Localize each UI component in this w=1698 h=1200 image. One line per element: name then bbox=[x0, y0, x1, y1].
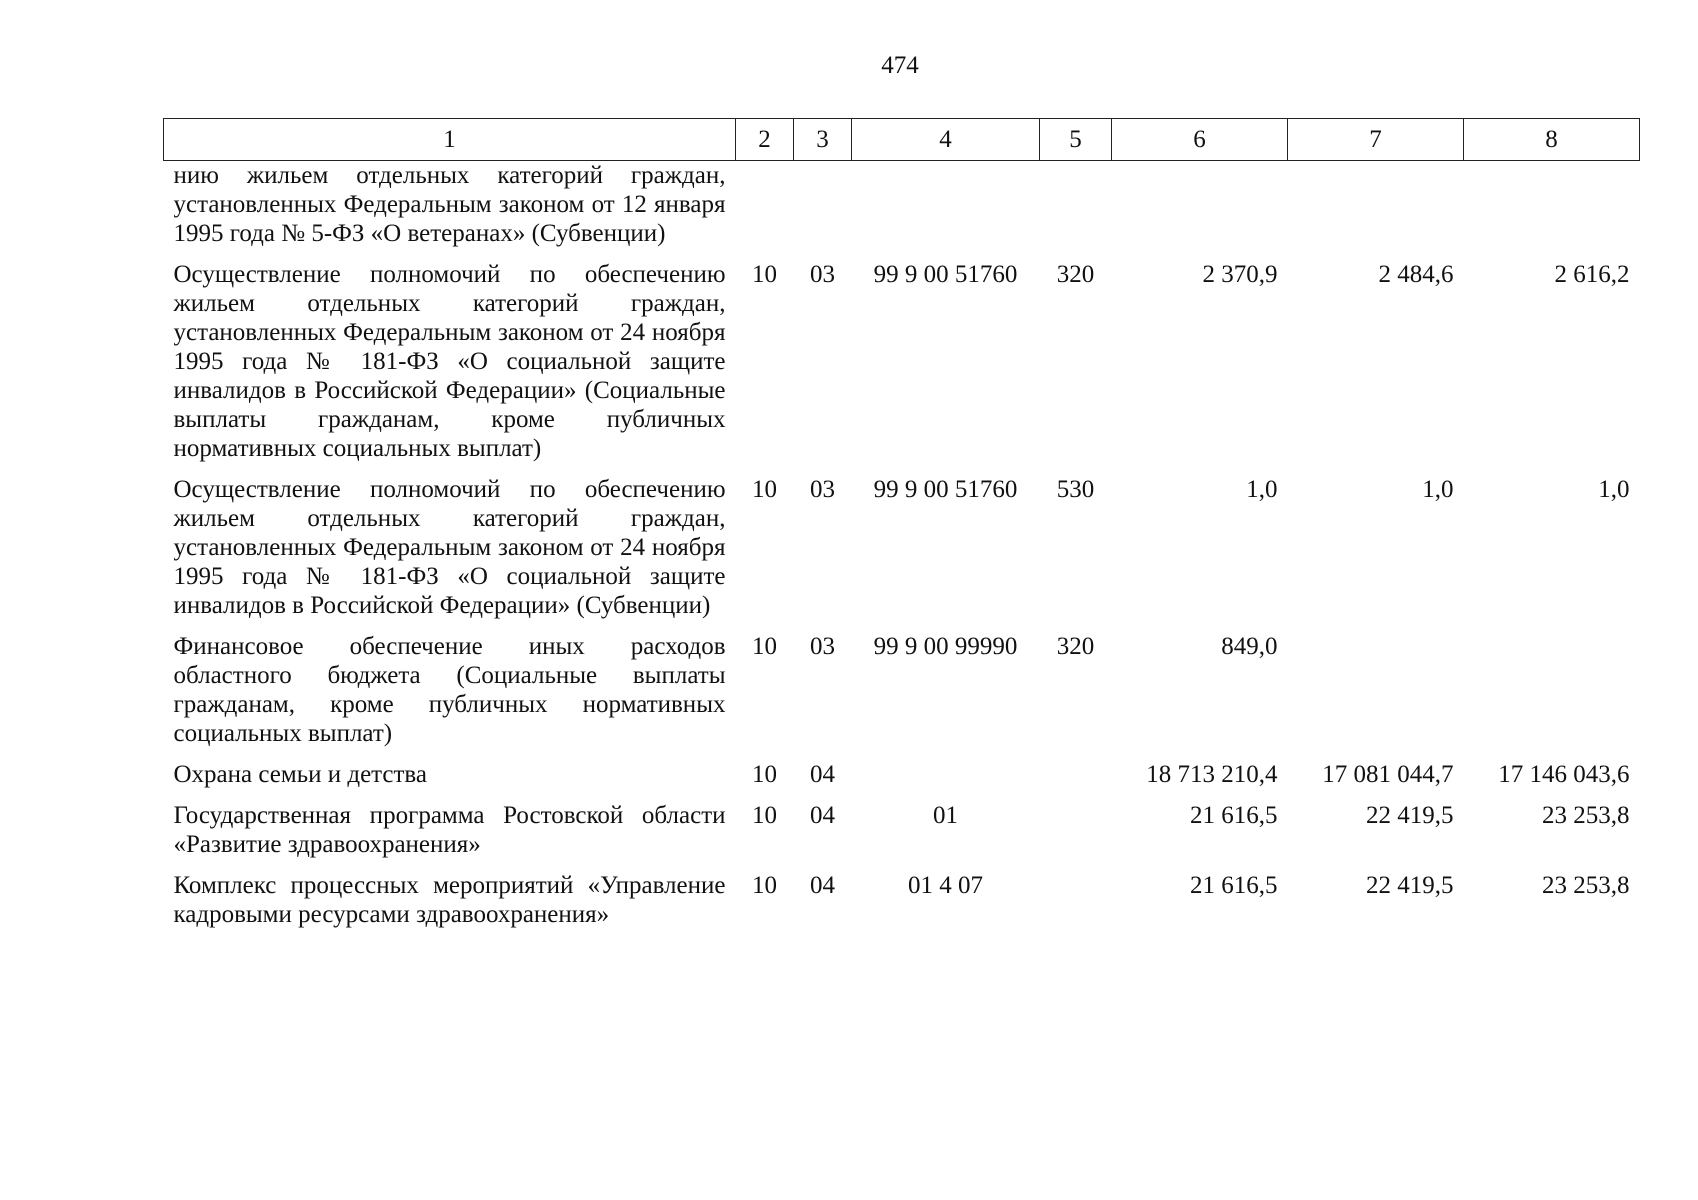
row-amount-7: 22 419,5 bbox=[1366, 872, 1454, 899]
row-subsection: 03 bbox=[810, 476, 835, 503]
column-header: 1 bbox=[164, 119, 736, 161]
table-header bbox=[164, 119, 1640, 161]
row-target-article: 01 4 07 bbox=[908, 872, 983, 899]
row-target-article bbox=[852, 758, 1040, 799]
column-header: 8 bbox=[1464, 119, 1640, 161]
table-row bbox=[164, 473, 1640, 630]
row-section: 10 bbox=[752, 872, 777, 899]
row-section: 10 bbox=[752, 802, 777, 829]
row-subsection: 04 bbox=[810, 761, 835, 788]
row-target-article: 99 9 00 51760 bbox=[873, 261, 1018, 288]
row-amount-8: 23 253,8 bbox=[1542, 872, 1630, 899]
row-expense-type: 320 bbox=[1056, 261, 1095, 288]
row-amount-8 bbox=[1464, 161, 1640, 259]
row-section: 10 bbox=[752, 476, 777, 503]
row-amount-6 bbox=[1112, 161, 1288, 259]
column-header: 3 bbox=[794, 119, 852, 161]
table-row bbox=[164, 799, 1640, 869]
row-section: 10 bbox=[752, 761, 777, 788]
row-amount-6: 849,0 bbox=[1221, 633, 1278, 660]
row-amount-8: 2 616,2 bbox=[1554, 261, 1630, 288]
table-row bbox=[164, 258, 1640, 473]
budget-table bbox=[163, 118, 1640, 939]
row-expense-type bbox=[1040, 161, 1112, 259]
row-expense-type: 320 bbox=[1056, 633, 1095, 660]
row-target-article: 99 9 00 51760 bbox=[873, 476, 1018, 503]
page-number: 474 bbox=[881, 52, 919, 79]
row-amount-7: 22 419,5 bbox=[1366, 802, 1454, 829]
column-header: 2 bbox=[736, 119, 794, 161]
table-body bbox=[164, 161, 1640, 940]
row-subsection bbox=[794, 161, 852, 259]
row-description: Государственная программа Ростовской области «Развитие здравоохранения» bbox=[173, 802, 726, 858]
row-expense-type bbox=[1040, 869, 1112, 939]
row-amount-8 bbox=[1464, 630, 1640, 758]
row-amount-6: 18 713 210,4 bbox=[1146, 761, 1278, 788]
table-row bbox=[164, 869, 1640, 939]
row-section bbox=[736, 161, 794, 259]
row-amount-8: 23 253,8 bbox=[1542, 802, 1630, 829]
row-description: Охрана семьи и детства bbox=[173, 761, 427, 788]
row-amount-8: 1,0 bbox=[1598, 476, 1630, 503]
table-row bbox=[164, 161, 1640, 259]
row-target-article bbox=[852, 161, 1040, 259]
row-subsection: 04 bbox=[810, 802, 835, 829]
row-amount-8: 17 146 043,6 bbox=[1498, 761, 1630, 788]
row-amount-7 bbox=[1288, 630, 1464, 758]
row-expense-type bbox=[1040, 799, 1112, 869]
row-amount-7: 1,0 bbox=[1422, 476, 1454, 503]
row-subsection: 03 bbox=[810, 633, 835, 660]
column-header: 7 bbox=[1288, 119, 1464, 161]
row-amount-6: 21 616,5 bbox=[1190, 872, 1278, 899]
row-amount-6: 21 616,5 bbox=[1190, 802, 1278, 829]
header-row bbox=[164, 119, 1640, 161]
row-expense-type bbox=[1040, 758, 1112, 799]
row-section: 10 bbox=[752, 261, 777, 288]
row-subsection: 04 bbox=[810, 872, 835, 899]
row-description: Комплекс процессных мероприятий «Управление кадровыми ресурсами здравоохранения» bbox=[173, 872, 726, 928]
row-target-article: 99 9 00 99990 bbox=[873, 633, 1018, 660]
row-target-article: 01 bbox=[933, 802, 958, 829]
column-header: 5 bbox=[1040, 119, 1112, 161]
column-header: 6 bbox=[1112, 119, 1288, 161]
column-header: 4 bbox=[852, 119, 1040, 161]
row-description: Финансовое обеспечение иных расходов областного бюджета (Социальные выплаты гражданам, кроме публичных нормативных социальных выплат) bbox=[173, 633, 726, 747]
row-section: 10 bbox=[752, 633, 777, 660]
row-description: Осуществление полномочий по обеспечению жильем отдельных категорий граждан, установленных Федеральным законом от 24 ноября 1995 года № 181-ФЗ «О социальной защите инвалидов в Российской Федерации» (Субвенции) bbox=[173, 476, 726, 619]
row-description: Осуществление полномочий по обеспечению жильем отдельных категорий граждан, установленных Федеральным законом от 24 ноября 1995 года № 181-ФЗ «О социальной защите инвалидов в Российской Федерации» (Социальные выплаты гражданам, кроме публичных нормативных социальных выплат) bbox=[173, 261, 726, 462]
row-subsection: 03 bbox=[810, 261, 835, 288]
row-amount-6: 1,0 bbox=[1246, 476, 1278, 503]
row-amount-7 bbox=[1288, 161, 1464, 259]
row-amount-6: 2 370,9 bbox=[1202, 261, 1278, 288]
row-expense-type: 530 bbox=[1056, 476, 1095, 503]
row-amount-7: 17 081 044,7 bbox=[1322, 761, 1454, 788]
row-amount-7: 2 484,6 bbox=[1378, 261, 1454, 288]
table-row bbox=[164, 630, 1640, 758]
row-description: нию жильем отдельных категорий граждан, установленных Федеральным законом от 12 января 1995 года № 5-ФЗ «О ветеранах» (Субвенции) bbox=[173, 162, 726, 247]
table-row bbox=[164, 758, 1640, 799]
